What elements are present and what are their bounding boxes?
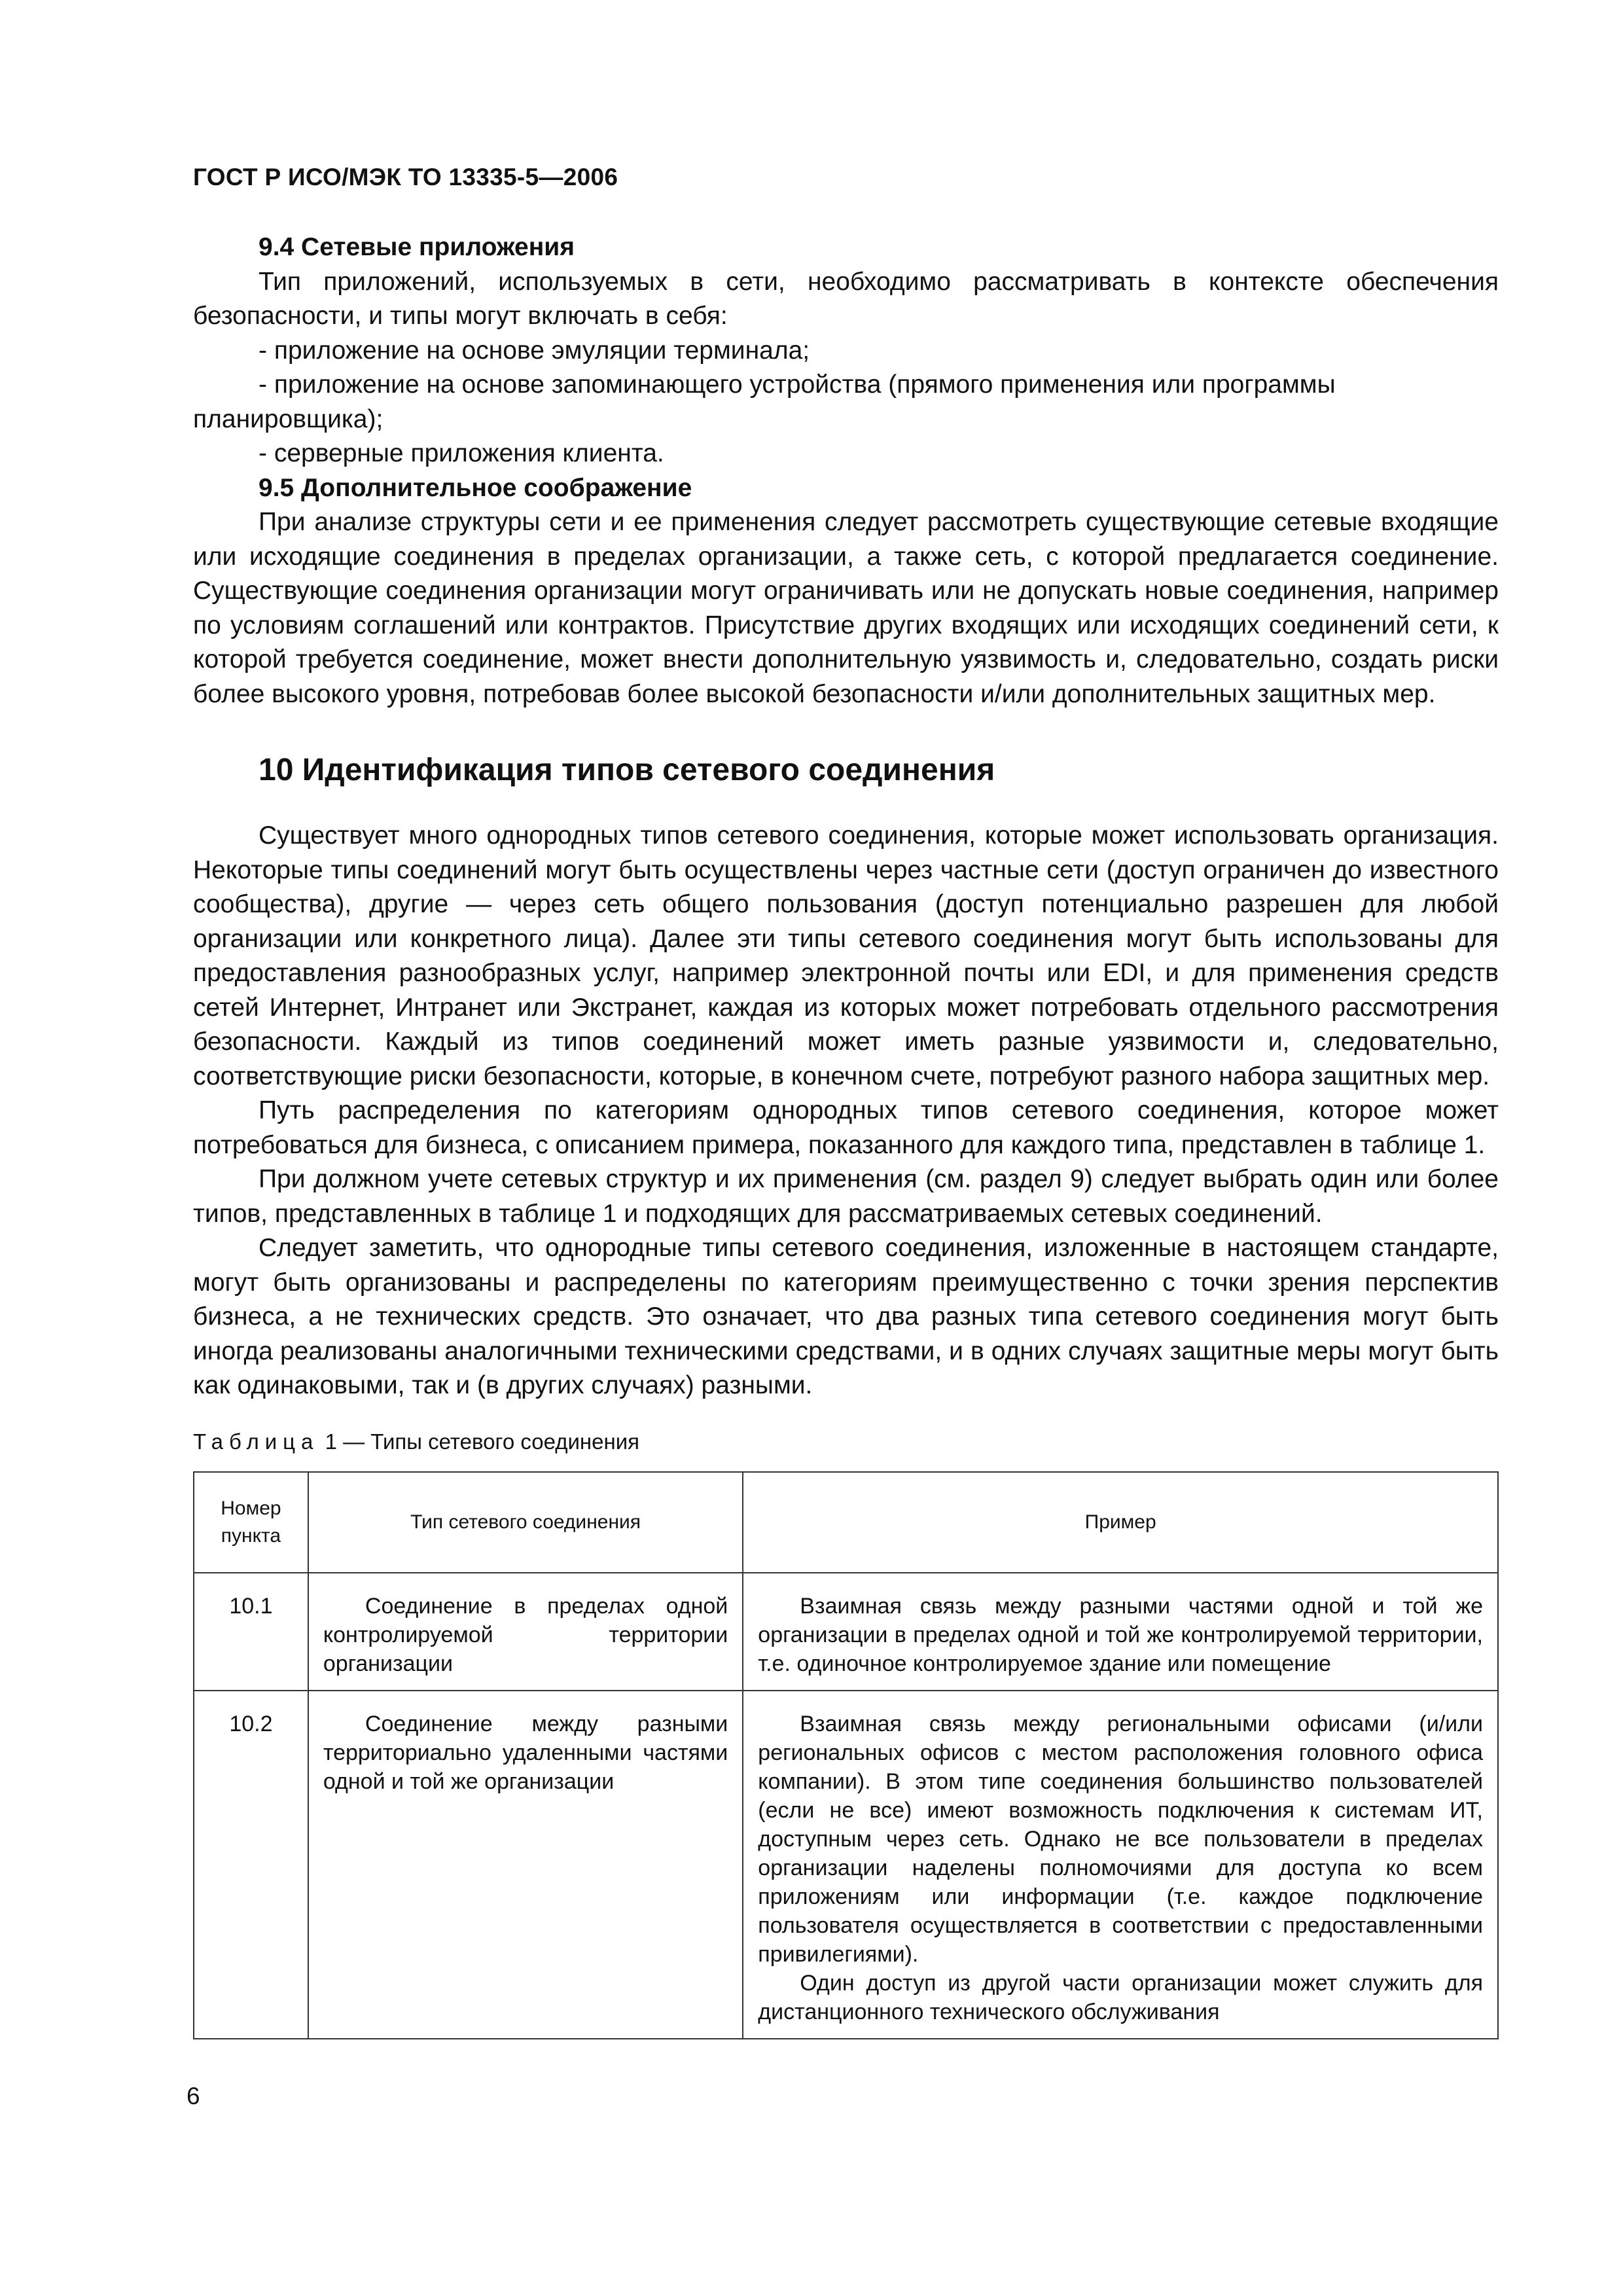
section-10-paragraph: Следует заметить, что однородные типы сетевого соединения, изложенные в настоящем стандарте, могут быть организованы и распределены по категориям преимущественно с точки зрения перспектив бизнеса, а не технических средств. Это означает, что два разных типа сетевого соединения могут быть иногда реализованы аналогичными техническими средствами, и в одних случаях защитные меры могут быть как одинаковыми, так и (в других случаях) разными. xyxy=(193,1234,1499,1399)
row-example-cell xyxy=(743,1573,1498,1691)
section-10-heading: 10 Идентификация типов сетевого соединения xyxy=(259,753,995,787)
table-caption-title: 1 — Типы сетевого соединения xyxy=(325,1429,639,1454)
row-example-cell xyxy=(743,1691,1498,2039)
row-type-cell xyxy=(308,1691,743,2039)
header-item-number xyxy=(194,1472,308,1573)
document-code-header: ГОСТ Р ИСО/МЭК ТО 13335-5—2006 xyxy=(193,164,618,190)
row-example-text: Один доступ из другой части организации может служить для дистанционного технического обслуживания xyxy=(758,1971,1483,2024)
row-example-text: Взаимная связь между разными частями одной и той же организации в пределах одной и той же контролируемой территории, т.е. одиночное контролируемое здание или помещение xyxy=(758,1594,1483,1676)
row-number-cell: 10.2 xyxy=(194,1691,308,2039)
row-type-cell xyxy=(308,1573,743,1691)
row-type-text: Соединение между разными территориально удаленными частями одной и той же организации xyxy=(323,1712,728,1794)
connection-types-table xyxy=(193,1471,1499,2039)
row-example-text: Взаимная связь между региональными офисами (и/или региональных офисов с местом расположения головного офиса компании). В этом типе соединения большинство пользователей (если не все) имеют возможность подключения к системам ИТ, доступным через сеть. Однако не все пользователи в пределах организации наделены полномочиями для доступа ко всем приложениям или информации (т.е. каждое подключение пользователя осуществляется в соответствии с предоставленными привилегиями). xyxy=(758,1712,1483,1967)
table-row xyxy=(194,1691,1498,2039)
section-10-paragraph: Существует много однородных типов сетевого соединения, которые может использовать организация. Некоторые типы соединений могут быть осуществлены через частные сети (доступ ограничен до известного сообщества), другие — через сеть общего пользования (доступ потенциально разрешен для любой организации или конкретного лица). Далее эти типы сетевого соединения могут быть использованы для предоставления разнообразных услуг, например электронной почты или EDI, и для применения средств сетей Интернет, Интранет или Экстранет, каждая из которых может потребовать отдельного рассмотрения безопасности. Каждый из типов соединений может иметь разные уязвимости и, следовательно, соответствующие риски безопасности, которые, в конечном счете, потребуют разного набора защитных мер. xyxy=(193,821,1499,1090)
section-9-5-heading: 9.5 Дополнительное соображение xyxy=(259,473,692,502)
header-connection-type: Тип сетевого соединения xyxy=(308,1472,743,1573)
list-item: - приложение на основе эмуляции терминала; xyxy=(259,336,810,365)
section-10-paragraph: При должном учете сетевых структур и их применения (см. раздел 9) следует выбрать один или более типов, представленных в таблице 1 и подходящих для рассматриваемых сетевых соединений. xyxy=(193,1165,1499,1228)
row-number-cell: 10.1 xyxy=(194,1573,308,1691)
table-row xyxy=(194,1573,1498,1691)
section-10-paragraph: Путь распределения по категориям однородных типов сетевого соединения, которое может потребоваться для бизнеса, с описанием примера, показанного для каждого типа, представлен в таблице 1. xyxy=(193,1096,1499,1159)
list-item: - приложение на основе запоминающего устройства (прямого применения или программы планировщика); xyxy=(193,370,1336,433)
table-caption-word: Таблица xyxy=(193,1429,319,1454)
section-9-4-intro: Тип приложений, используемых в сети, необходимо рассматривать в контексте обеспечения безопасности, и типы могут включать в себя: xyxy=(193,267,1499,330)
page-number: 6 xyxy=(187,2083,200,2109)
section-9-5-paragraph: При анализе структуры сети и ее применения следует рассмотреть существующие сетевые входящие или исходящие соединения в пределах организации, а также сеть, с которой предлагается соединение. Существующие соединения организации могут ограничивать или не допускать новые соединения, например по условиям соглашений или контрактов. Присутствие других входящих или исходящих соединений сети, к которой требуется соединение, может внести дополнительную уязвимость и, следовательно, создать риски более высокого уровня, потребовав более высокой безопасности и/или дополнительных защитных мер. xyxy=(193,508,1499,708)
list-item: - серверные приложения клиента. xyxy=(259,439,664,467)
header-item-number-line1: Номер xyxy=(221,1498,281,1519)
header-item-number-line2: пункта xyxy=(221,1525,281,1547)
page-content xyxy=(193,230,1499,1403)
table-header-row xyxy=(194,1472,1498,1573)
section-9-4-heading: 9.4 Сетевые приложения xyxy=(259,233,575,261)
table-caption xyxy=(193,1429,639,1455)
row-type-text: Соединение в пределах одной контролируемой территории организации xyxy=(323,1594,728,1676)
header-example: Пример xyxy=(743,1472,1498,1573)
